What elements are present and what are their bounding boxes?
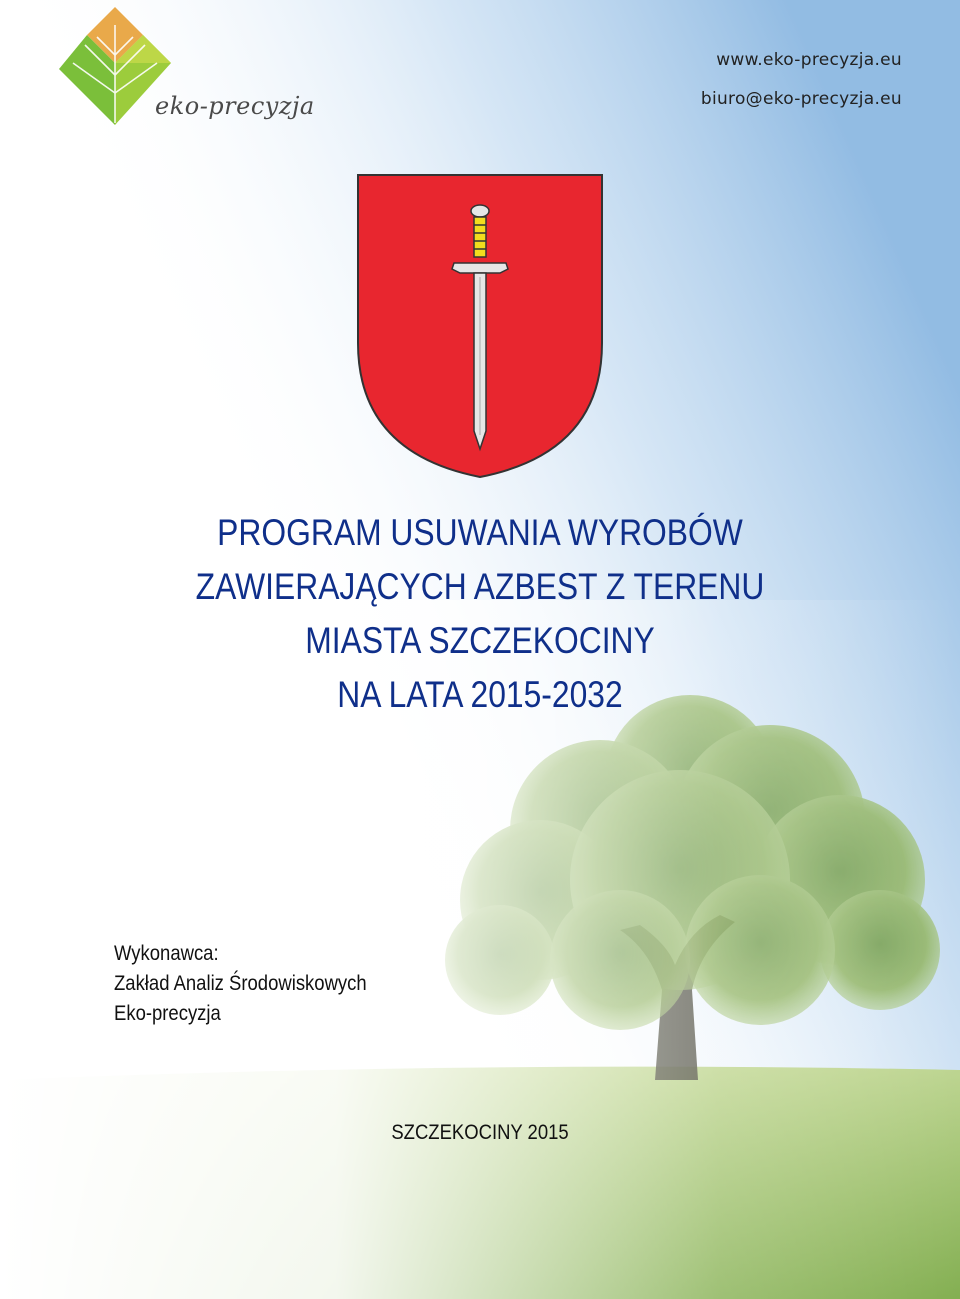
title-line-4: NA LATA 2015-2032	[337, 674, 623, 715]
contractor-company: Zakład Analiz Środowiskowych	[114, 972, 367, 995]
document-title	[179, 506, 781, 722]
title-line-1: PROGRAM USUWANIA WYROBÓW	[217, 512, 743, 553]
email-link[interactable]: biuro@eko-precyzja.eu	[700, 89, 902, 109]
title-line-3: MIASTA SZCZEKOCINY	[305, 620, 655, 661]
contractor-block	[114, 939, 367, 1029]
contractor-label: Wykonawca:	[114, 942, 219, 965]
website-link[interactable]: www.eko-precyzja.eu	[716, 50, 902, 70]
contractor-name: Eko-precyzja	[114, 1002, 221, 1025]
coat-of-arms	[356, 173, 604, 479]
title-line-2: ZAWIERAJĄCYCH AZBEST Z TERENU	[195, 566, 765, 607]
footer-place-year: SZCZEKOCINY 2015	[391, 1121, 569, 1144]
logo-wordmark: eko-precyzja	[155, 92, 315, 120]
